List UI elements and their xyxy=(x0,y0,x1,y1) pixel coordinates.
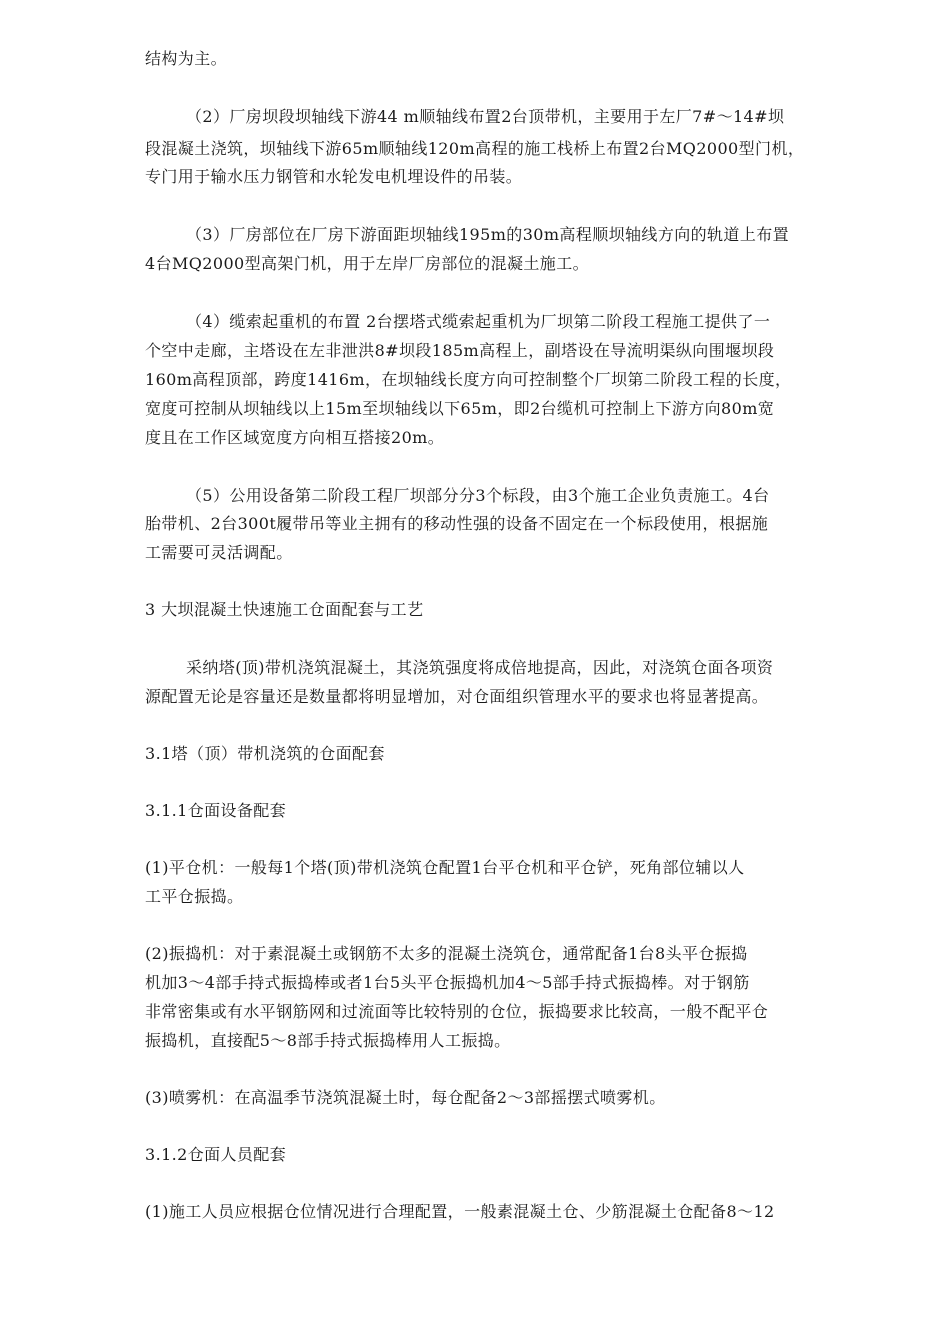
text-line: 源配置无论是容量还是数量都将明显增加，对仓面组织管理水平的要求也将显著提高。 xyxy=(145,687,769,706)
text-line: 胎带机、2台300t履带吊等业主拥有的移动性强的设备不固定在一个标段使用，根据施 xyxy=(145,514,769,533)
text-line: 非常密集或有水平钢筋网和过流面等比较特别的仓位，振捣要求比较高，一般不配平仓 xyxy=(145,1002,769,1021)
text-line: 振捣机，直接配5～8部手持式振捣棒用人工振捣。 xyxy=(145,1031,511,1050)
section-heading: 3 大坝混凝土快速施工仓面配套与工艺 xyxy=(145,600,424,619)
section-heading: 3.1.2仓面人员配套 xyxy=(145,1145,287,1164)
text-line: 采纳塔(顶)带机浇筑混凝土，其浇筑强度将成倍地提高，因此，对浇筑仓面各项资 xyxy=(186,658,774,677)
text-line: 160m高程顶部，跨度1416m，在坝轴线长度方向可控制整个厂坝第二阶段工程的长度， xyxy=(145,370,792,389)
text-line: （2）厂房坝段坝轴线下游44 m顺轴线布置2台顶带机，主要用于左厂7#～14#坝 xyxy=(186,107,785,126)
text-line: 段混凝土浇筑，坝轴线下游65m顺轴线120m高程的施工栈桥上布置2台MQ2000型门机， xyxy=(145,139,805,158)
text-line: （4）缆索起重机的布置 2台摆塔式缆索起重机为厂坝第二阶段工程施工提供了一 xyxy=(186,312,771,331)
text-line: 工平仓振捣。 xyxy=(145,887,244,906)
text-line: 宽度可控制从坝轴线以上15m至坝轴线以下65m，即2台缆机可控制上下游方向80m宽 xyxy=(145,399,775,418)
section-heading: 3.1塔（顶）带机浇筑的仓面配套 xyxy=(145,744,385,763)
text-line: 个空中走廊，主塔设在左非泄洪8#坝段185m高程上，副塔设在导流明渠纵向围堰坝段 xyxy=(145,341,775,360)
text-line: 结构为主。 xyxy=(145,49,228,68)
text-line: 专门用于输水压力钢管和水轮发电机埋设件的吊装。 xyxy=(145,167,523,186)
text-line: (1)平仓机：一般每1个塔(顶)带机浇筑仓配置1台平仓机和平仓铲，死角部位辅以人 xyxy=(145,858,745,877)
text-line: 机加3～4部手持式振捣棒或者1台5头平仓振捣机加4～5部手持式振捣棒。对于钢筋 xyxy=(145,973,750,992)
text-line: 工需要可灵活调配。 xyxy=(145,543,293,562)
text-line: 度且在工作区域宽度方向相互搭接20m。 xyxy=(145,428,445,447)
text-line: (3)喷雾机：在高温季节浇筑混凝土时，每仓配备2～3部摇摆式喷雾机。 xyxy=(145,1088,666,1107)
text-line: （3）厂房部位在厂房下游面距坝轴线195m的30m高程顺坝轴线方向的轨道上布置 xyxy=(186,225,790,244)
text-line: 4台MQ2000型高架门机，用于左岸厂房部位的混凝土施工。 xyxy=(145,254,589,273)
section-heading: 3.1.1仓面设备配套 xyxy=(145,801,287,820)
text-line: （5）公用设备第二阶段工程厂坝部分分3个标段，由3个施工企业负责施工。4台 xyxy=(186,486,770,505)
text-line: (2)振捣机：对于素混凝土或钢筋不太多的混凝土浇筑仓，通常配备1台8头平仓振捣 xyxy=(145,944,748,963)
text-line: (1)施工人员应根据仓位情况进行合理配置，一般素混凝土仓、少筋混凝土仓配备8～12 xyxy=(145,1202,775,1221)
